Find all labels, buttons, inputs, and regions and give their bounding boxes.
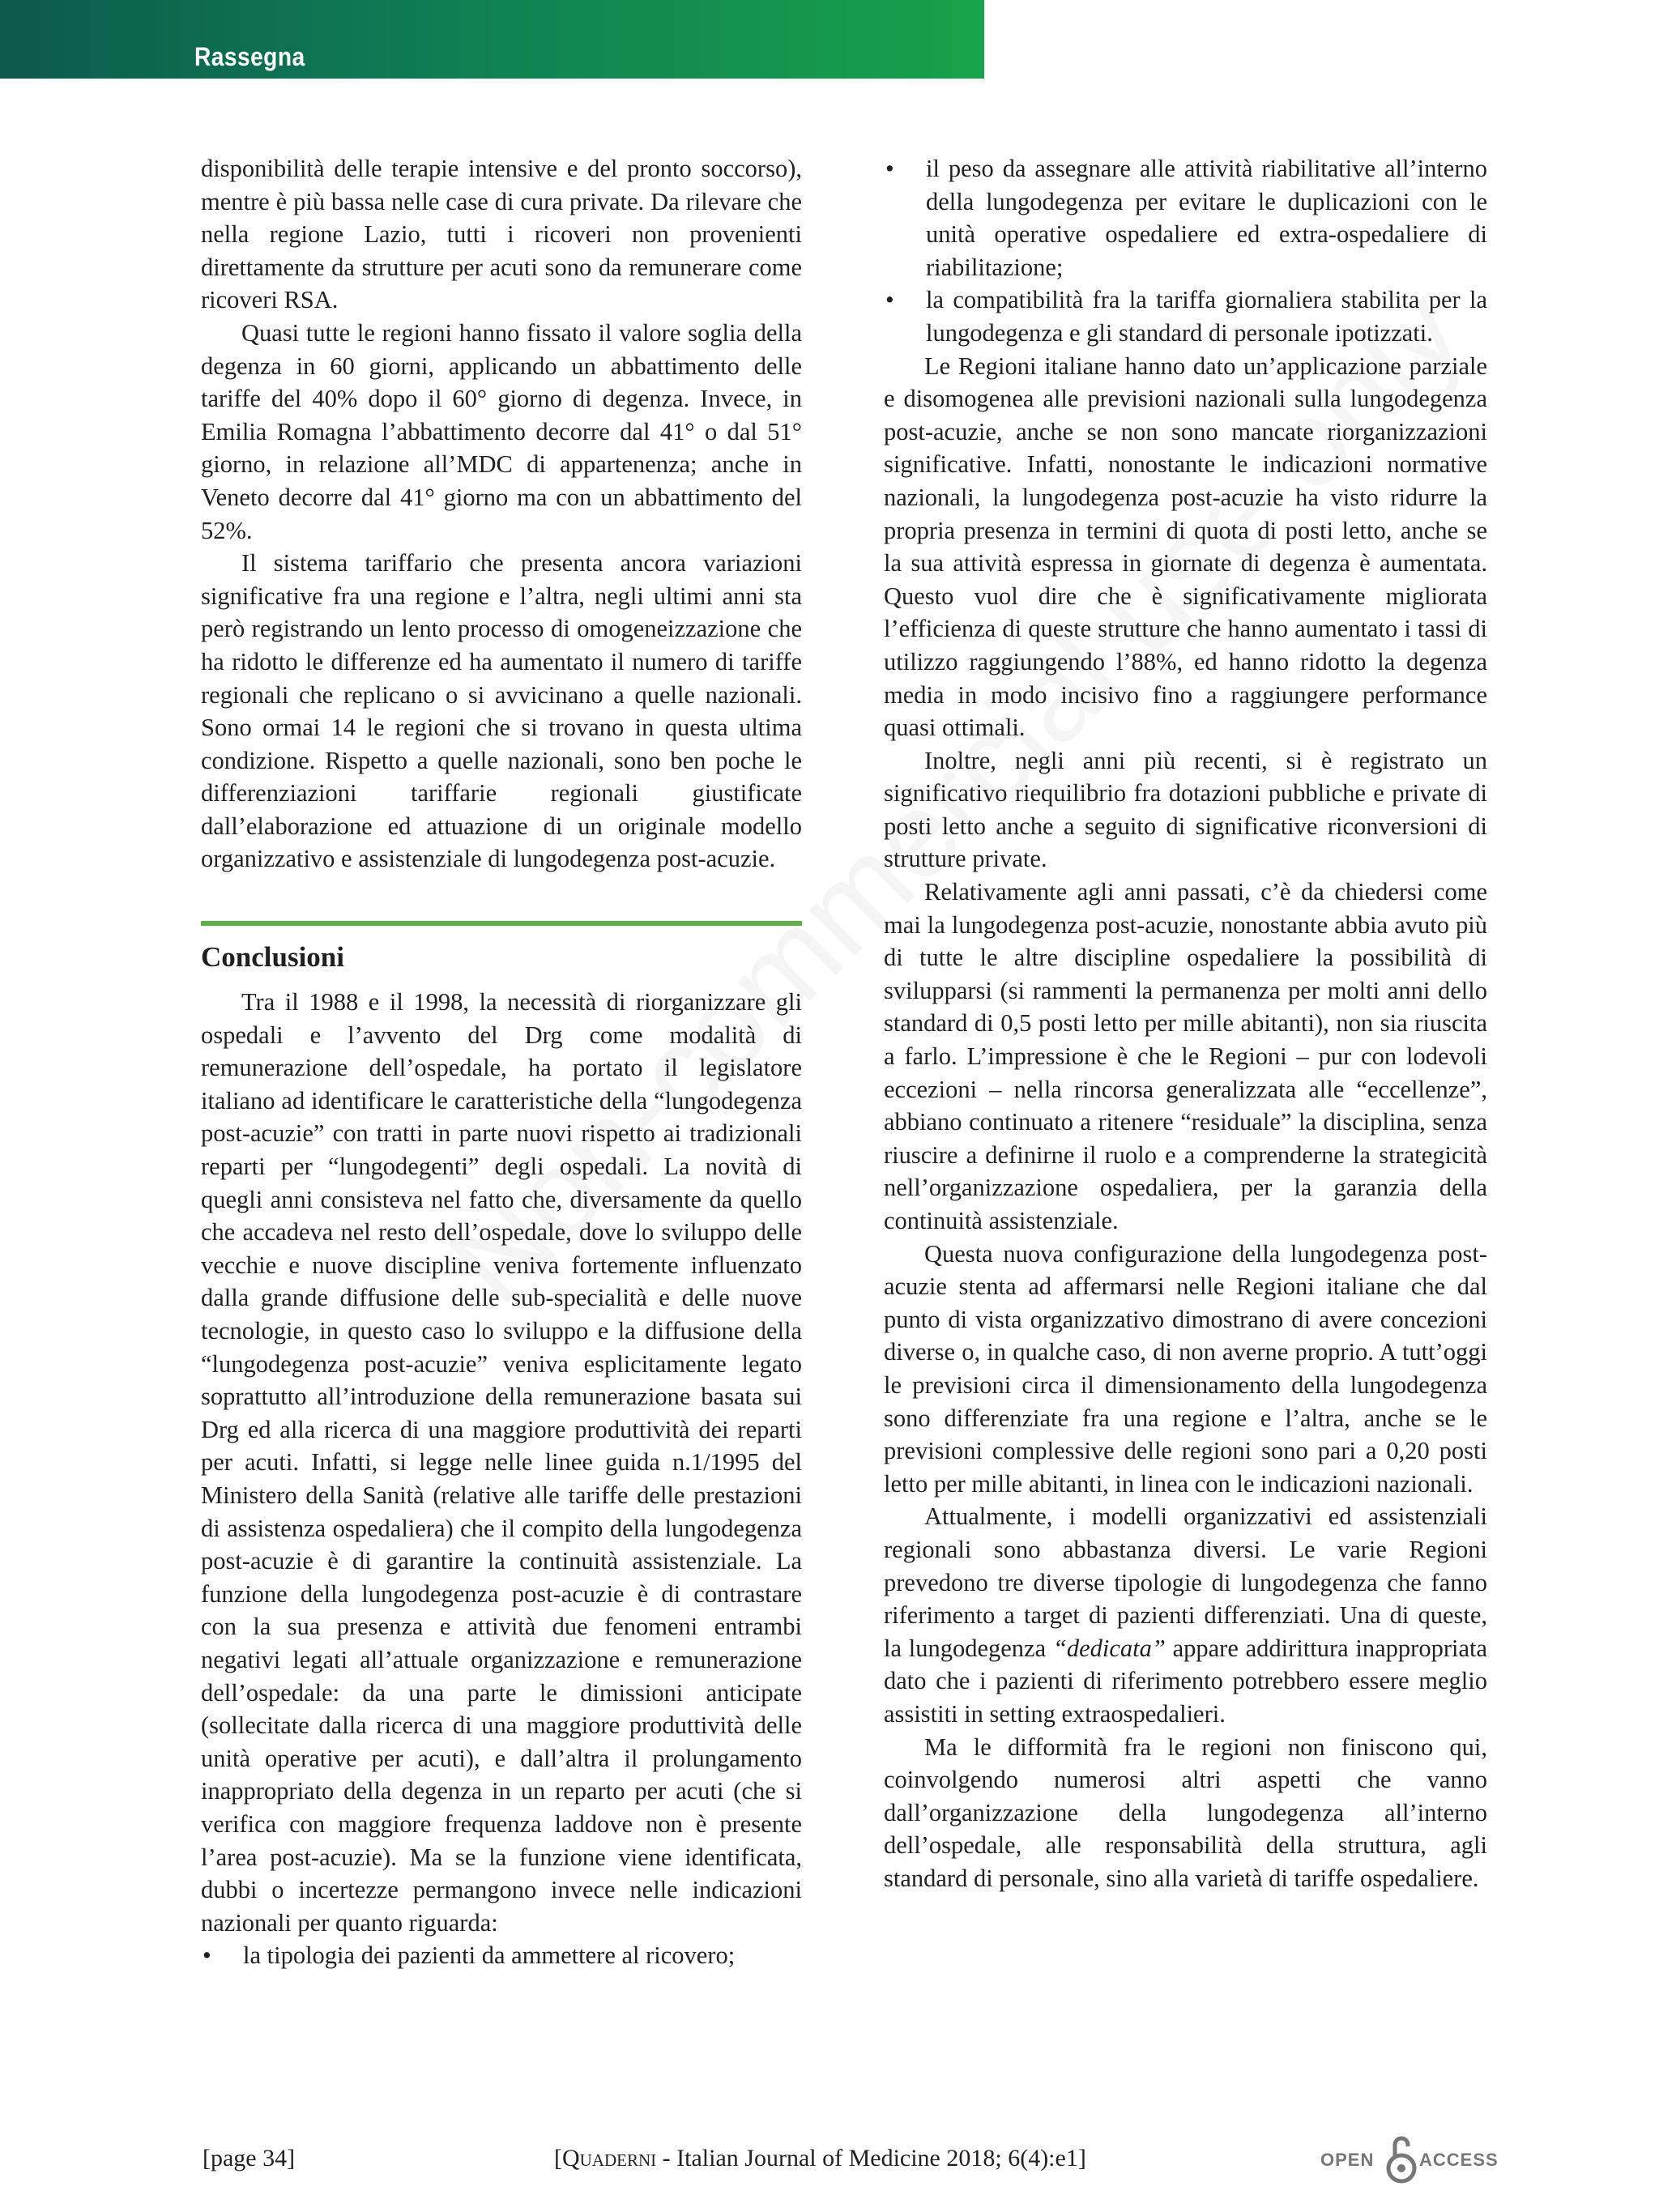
paragraph: Inoltre, negli anni più recenti, si è registrato un significativo riequilibrio fra dotazioni pubbliche e private di posti letto anche a seguito di significative riconversioni di strutture private. xyxy=(884,746,1487,873)
paragraph: Tra il 1988 e il 1998, la necessità di riorganizzare gli ospedali e l’avvento del Drg come modalità di remunerazione dell’ospedale, ha portato il legislatore italiano ad identificare le caratteristiche della “lungodegenza post-acuzie” con tratti in parte nuovi rispetto ai tradizionali reparti per “lungodegenti” degli ospedali. La novità di quegli anni consisteva nel fatto che, diversamente da quello che accadeva nel resto dell’ospedale, dove lo sviluppo delle vecchie e nuove discipline veniva fortemente influenzato dalla grande diffusione delle sub-specialità e delle nuove tecnologie, in questo caso lo sviluppo e la diffusione della “lungodegenza post-acuzie” veniva esplicitamente legato soprattutto all’introduzione della remunerazione basata sui Drg ed alla ricerca di una maggiore produttività dei reparti per acuti. Infatti, si legge nelle linee guida n.1/1995 del Ministero della Sanità (relative alle tariffe delle prestazioni di assistenza ospedaliera) che il compito della lungodegenza post-acuzie è di garantire la continuità assistenziale. La funzione della lungodegenza post-acuzie è di contrastare con la sua presenza e attività due fenomeni entrambi negativi legati all’attuale organizzazione e remunerazione dell’ospedale: da una parte le dimissioni anticipate (sollecitate dalla ricerca di una maggiore produttività delle unità operative per acuti), e dall’altra il prolungamento inappropriato della degenza in un reparto per acuti (che si verifica con maggiore frequenza laddove non è presente l’area post-acuzie). Ma se la funzione viene identificata, dubbi o incertezze permangono invece nelle indicazioni nazionali per quanto riguarda: xyxy=(201,988,802,1937)
list-item-text: la tipologia dei pazienti da ammettere al ricovero; xyxy=(243,1941,736,1970)
emphasis-text: “dedicata” xyxy=(1052,1634,1166,1662)
journal-citation xyxy=(554,2145,1086,2172)
paragraph: Questa nuova configurazione della lungodegenza post-acuzie stenta ad affermarsi nelle Regioni italiane che dal punto di vista organizzativo dimostrano di avere concezioni diverse o, in qualche caso, di non averne proprio. A tutt’oggi le previsioni circa il dimensionamento della lungodegenza sono differenziate fra una regione e l’altra, anche se le previsioni complessive delle regioni sono pari a 0,20 posti letto per mille abitanti, in linea con le indicazioni nazionali. xyxy=(884,1239,1487,1498)
list-item xyxy=(884,152,1487,283)
list-item-text: il peso da assegnare alle attività riabilitative all’interno della lungodegenza per evitare le duplicazioni con le unità operative ospedaliere ed extra-ospedaliere di riabilitazione; xyxy=(926,155,1487,281)
right-column xyxy=(884,152,1487,1894)
bullet-list xyxy=(884,152,1487,350)
list-item-text: la compatibilità fra la tariffa giornaliera stabilita per la lungodegenza e gli standard di personale ipotizzati. xyxy=(926,286,1487,347)
paragraph: Le Regioni italiane hanno dato un’applicazione parziale e disomogenea alle previsioni nazionali sulla lungodegenza post-acuzie, anche se non sono mancate riorganizzazioni significative. Infatti, nonostante le indicazioni normative nazionali, la lungodegenza post-acuzie ha visto ridurre la propria presenza in termini di quota di posti letto, anche se la sua attività espressa in giornate di degenza è aumentata. Questo vuol dire che è significativamente migliorata l’efficienza di queste strutture che hanno aumentato i tassi di utilizzo raggiungendo l’88%, ed hanno ridotto la degenza media in modo incisivo fino a raggiungere performance quasi ottimali. xyxy=(884,352,1487,742)
bullet-icon: • xyxy=(885,155,894,182)
header-band xyxy=(0,0,984,79)
paragraph: disponibilità delle terapie intensive e del pronto soccorso), mentre è più bassa nelle case di cura private. Da rilevare che nella regione Lazio, tutti i ricoveri non provenienti direttamente da strutture per acuti sono da remunerare come ricoveri RSA. xyxy=(201,155,802,314)
list-item xyxy=(884,283,1487,349)
paragraph xyxy=(884,1500,1487,1730)
citation-bracket: [ xyxy=(554,2145,562,2172)
citation-details: - Italian Journal of Medicine 2018; 6(4):e1] xyxy=(656,2145,1086,2172)
open-label: OPEN xyxy=(1320,2150,1375,2170)
bullet-list xyxy=(201,1939,802,1972)
section-label: Rassegna xyxy=(194,42,305,71)
page-number: [page 34] xyxy=(203,2145,296,2172)
list-item xyxy=(201,1939,802,1972)
bullet-icon: • xyxy=(885,286,894,314)
left-column xyxy=(201,152,802,1972)
paragraph-text: Attualmente, i modelli organizzativi ed assistenziali regionali sono abbastanza diversi. Le varie Regioni prevedono tre diverse tipologie di lungodegenza che fanno riferimento a target di pazienti differenziati. Una di queste, la lungodegenza xyxy=(884,1502,1487,1662)
paragraph: Ma le difformità fra le regioni non finiscono qui, coinvolgendo numerosi altri aspetti che vanno dall’organizzazione della lungodegenza all’interno dell’ospedale, alle responsabilità della struttura, agli standard di personale, sino alla varietà di tariffe ospedaliere. xyxy=(884,1733,1487,1892)
access-label: ACCESS xyxy=(1419,2150,1499,2170)
journal-name: Quaderni xyxy=(562,2145,657,2172)
paragraph: Il sistema tariffario che presenta ancora variazioni significative fra una regione e l’altra, negli ultimi anni sta però registrando un lento processo di omogeneizzazione che ha ridotto le differenze ed ha aumentato il numero di tariffe regionali che replicano o si avvicinano a quelle nazionali. Sono ormai 14 le regioni che si trovano in questa ultima condizione. Rispetto a quelle nazionali, sono ben poche le differenziazioni tariffarie regionali giustificate dall’elaborazione ed attuazione di un originale modello organizzativo e assistenziale di lungodegenza post-acuzie. xyxy=(201,549,802,873)
paragraph-text: appare addirittura inappropriata dato che i pazienti di riferimento potrebbero essere meglio assistiti in setting extraospedalieri. xyxy=(884,1634,1487,1728)
section-divider xyxy=(201,921,802,926)
paragraph: Quasi tutte le regioni hanno fissato il valore soglia della degenza in 60 giorni, applicando un abbattimento delle tariffe del 40% dopo il 60° giorno di degenza. Invece, in Emilia Romagna l’abbattimento decorre dal 41° o dal 51° giorno, in relazione all’MDC di appartenenza; anche in Veneto decorre dal 41° giorno ma con un abbattimento del 52%. xyxy=(201,318,802,544)
open-access-lock-icon xyxy=(1385,2132,1418,2185)
section-heading: Conclusioni xyxy=(201,941,344,974)
bullet-icon: • xyxy=(203,1941,211,1970)
paragraph: Relativamente agli anni passati, c’è da chiedersi come mai la lungodegenza post-acuzie, nonostante abbia avuto più di tutte le altre discipline ospedaliere la possibilità di svilupparsi (si rammenti la permanenza per molti anni dello standard di 0,5 posti letto per mille abitanti), non sia riuscita a farlo. L’impressione è che le Regioni – pur con lodevoli eccezioni – nella rincorsa generalizzata alle “eccellenze”, abbiano continuato a ritenere “residuale” la disciplina, senza riuscire a definirne il ruolo e a comprenderne la strategicità nell’organizzazione ospedaliera, per la garanzia della continuità assistenziale. xyxy=(884,878,1487,1234)
open-access-badge xyxy=(1320,2132,1499,2187)
